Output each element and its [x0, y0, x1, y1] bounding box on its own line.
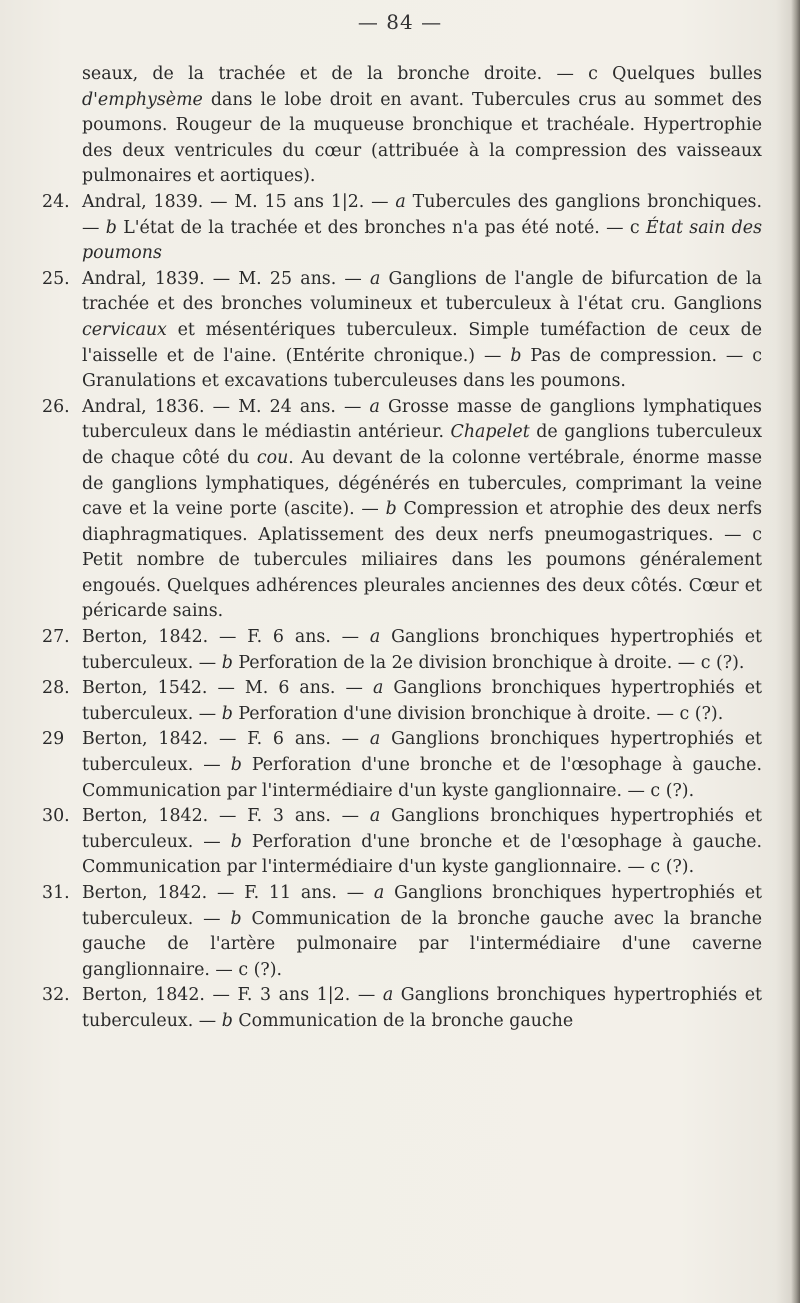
entry-number: 30.: [42, 806, 70, 827]
text-run: Perforation de la 2e division bronchique à droite. — c (?).: [232, 652, 745, 673]
text-run: Perforation d'une bronche et de l'œsophage à gauche. Communication par l'intermédiaire d'un kyste ganglionnaire. — c (?).: [82, 831, 762, 878]
text-run: Ganglions bronchiques hypertrophiés et tuberculeux. —: [82, 678, 762, 724]
italic-run: a: [369, 806, 381, 827]
page-number: — 84 —: [357, 10, 443, 34]
italic-run: a: [373, 883, 385, 903]
italic-run: b: [385, 499, 397, 520]
italic-run: a: [369, 627, 381, 648]
italic-run: b: [221, 1010, 233, 1031]
text-run: L'état de la trachée et des bronches n'a pas été noté. — c: [116, 217, 646, 238]
italic-run: a: [395, 191, 406, 212]
italic-run: b: [230, 755, 242, 776]
italic-run: b: [510, 345, 522, 366]
entry-number: 27.: [42, 627, 70, 648]
text-run: Communication de la bronche gauche: [232, 1010, 574, 1031]
entry-32: [42, 983, 762, 1034]
text-run: Berton, 1842. — F. 3 ans 1|2. —: [82, 985, 383, 1006]
italic-run: b: [221, 652, 233, 673]
text-run: seaux, de la trachée et de la bronche droite. — c Quelques bulles: [82, 64, 762, 84]
text-run: Berton, 1842. — F. 3 ans. —: [82, 806, 370, 827]
italic-run: a: [369, 729, 381, 750]
italic-run: cervicaux: [82, 319, 167, 340]
continuation-paragraph: [42, 62, 762, 190]
page-body: [42, 62, 762, 1035]
italic-run: a: [369, 268, 381, 289]
entry-29: [42, 727, 762, 804]
text-run: Tubercules des ganglions bronchiques. —: [82, 191, 762, 238]
entry-number: 28.: [42, 678, 70, 699]
text-run: dans le lobe droit en avant. Tubercules crus au sommet des poumons. Rougeur de la muqueuse bronchique et trachéale. Hypertrophie des deux ventricules du cœur (attribuée à la compression des vaisseaux pulmonaires et aortiques).: [82, 89, 762, 187]
italic-run: a: [372, 678, 384, 699]
text-run: Ganglions bronchiques hypertrophiés et tuberculeux. —: [82, 985, 762, 1031]
entry-number: 31.: [42, 883, 70, 903]
text-run: Perforation d'une bronche et de l'œsophage à gauche. Communication par l'intermédiaire d'un kyste ganglionnaire. — c (?).: [82, 755, 762, 801]
italic-run: b: [105, 217, 117, 238]
text-run: Ganglions de l'angle de bifurcation de la trachée et des bronches volumineux et tuberculeux à l'état cru. Ganglions: [82, 268, 762, 315]
entry-30: [42, 804, 762, 881]
text-run: Berton, 1542. — M. 6 ans. —: [82, 678, 373, 699]
italic-run: a: [382, 985, 394, 1006]
text-run: Grosse masse de ganglions lymphatiques tuberculeux dans le médiastin antérieur.: [82, 396, 762, 443]
entry-number: 24.: [42, 191, 70, 212]
italic-run: a: [369, 396, 380, 417]
entry-24: [42, 190, 762, 267]
italic-run: État sain des poumons: [82, 217, 763, 264]
entry-31: [42, 881, 762, 983]
italic-run: cou: [256, 447, 289, 468]
text-run: Berton, 1842. — F. 11 ans. —: [82, 883, 374, 903]
text-run: Communication de la bronche gauche avec la branche gauche de l'artère pulmonaire par l'intermédiaire d'une caverne ganglionnaire. — c (?).: [82, 908, 763, 980]
italic-run: b: [230, 831, 242, 852]
entry-25: [42, 267, 762, 395]
text-run: Andral, 1839. — M. 15 ans 1|2. —: [82, 191, 396, 212]
text-run: . Au devant de la colonne vertébrale, énorme masse de ganglions lymphatiques, dégénérés en tubercules, comprimant la veine cave et la veine porte (ascite). —: [82, 447, 762, 520]
entry-number: 29: [42, 729, 65, 750]
entry-27: [42, 625, 762, 676]
entry-28: [42, 676, 762, 727]
text-run: Ganglions bronchiques hypertrophiés et tuberculeux. —: [82, 627, 762, 673]
text-run: Compression et atrophie des deux nerfs diaphragmatiques. Aplatissement des deux nerfs pneumogastriques. — c Petit nombre de tubercules miliaires dans les poumons généralement engoués. Quelques adhérences pleurales anciennes des deux côtés. Cœur et péricarde sains.: [82, 499, 762, 622]
italic-run: b: [230, 908, 242, 929]
text-run: Ganglions bronchiques hypertrophiés et tuberculeux. —: [82, 729, 762, 776]
entry-number: 32.: [42, 985, 70, 1006]
entry-number: 25.: [42, 268, 70, 289]
text-run: Ganglions bronchiques hypertrophiés et tuberculeux. —: [82, 883, 762, 929]
entry-26: [42, 395, 762, 625]
italic-run: d'emphysème: [82, 89, 203, 110]
italic-run: Chapelet: [450, 422, 530, 443]
text-run: Berton, 1842. — F. 6 ans. —: [82, 729, 370, 750]
page-edge-shadow: [791, 0, 800, 1303]
text-run: Andral, 1839. — M. 25 ans. —: [82, 268, 370, 289]
text-run: Berton, 1842. — F. 6 ans. —: [82, 627, 370, 648]
text-run: Andral, 1836. — M. 24 ans. —: [82, 396, 370, 417]
text-run: Perforation d'une division bronchique à droite. — c (?).: [232, 703, 724, 724]
text-run: Pas de compression. — c Granulations et excavations tuberculeuses dans les poumons.: [82, 345, 762, 392]
italic-run: b: [221, 703, 233, 724]
entry-number: 26.: [42, 396, 70, 417]
text-run: Ganglions bronchiques hypertrophiés et tuberculeux. —: [82, 806, 762, 852]
text-run: et mésentériques tuberculeux. Simple tuméfaction de ceux de l'aisselle et de l'aine. (Entérite chronique.) —: [82, 319, 762, 366]
text-run: de ganglions tuberculeux de chaque côté du: [82, 422, 763, 468]
